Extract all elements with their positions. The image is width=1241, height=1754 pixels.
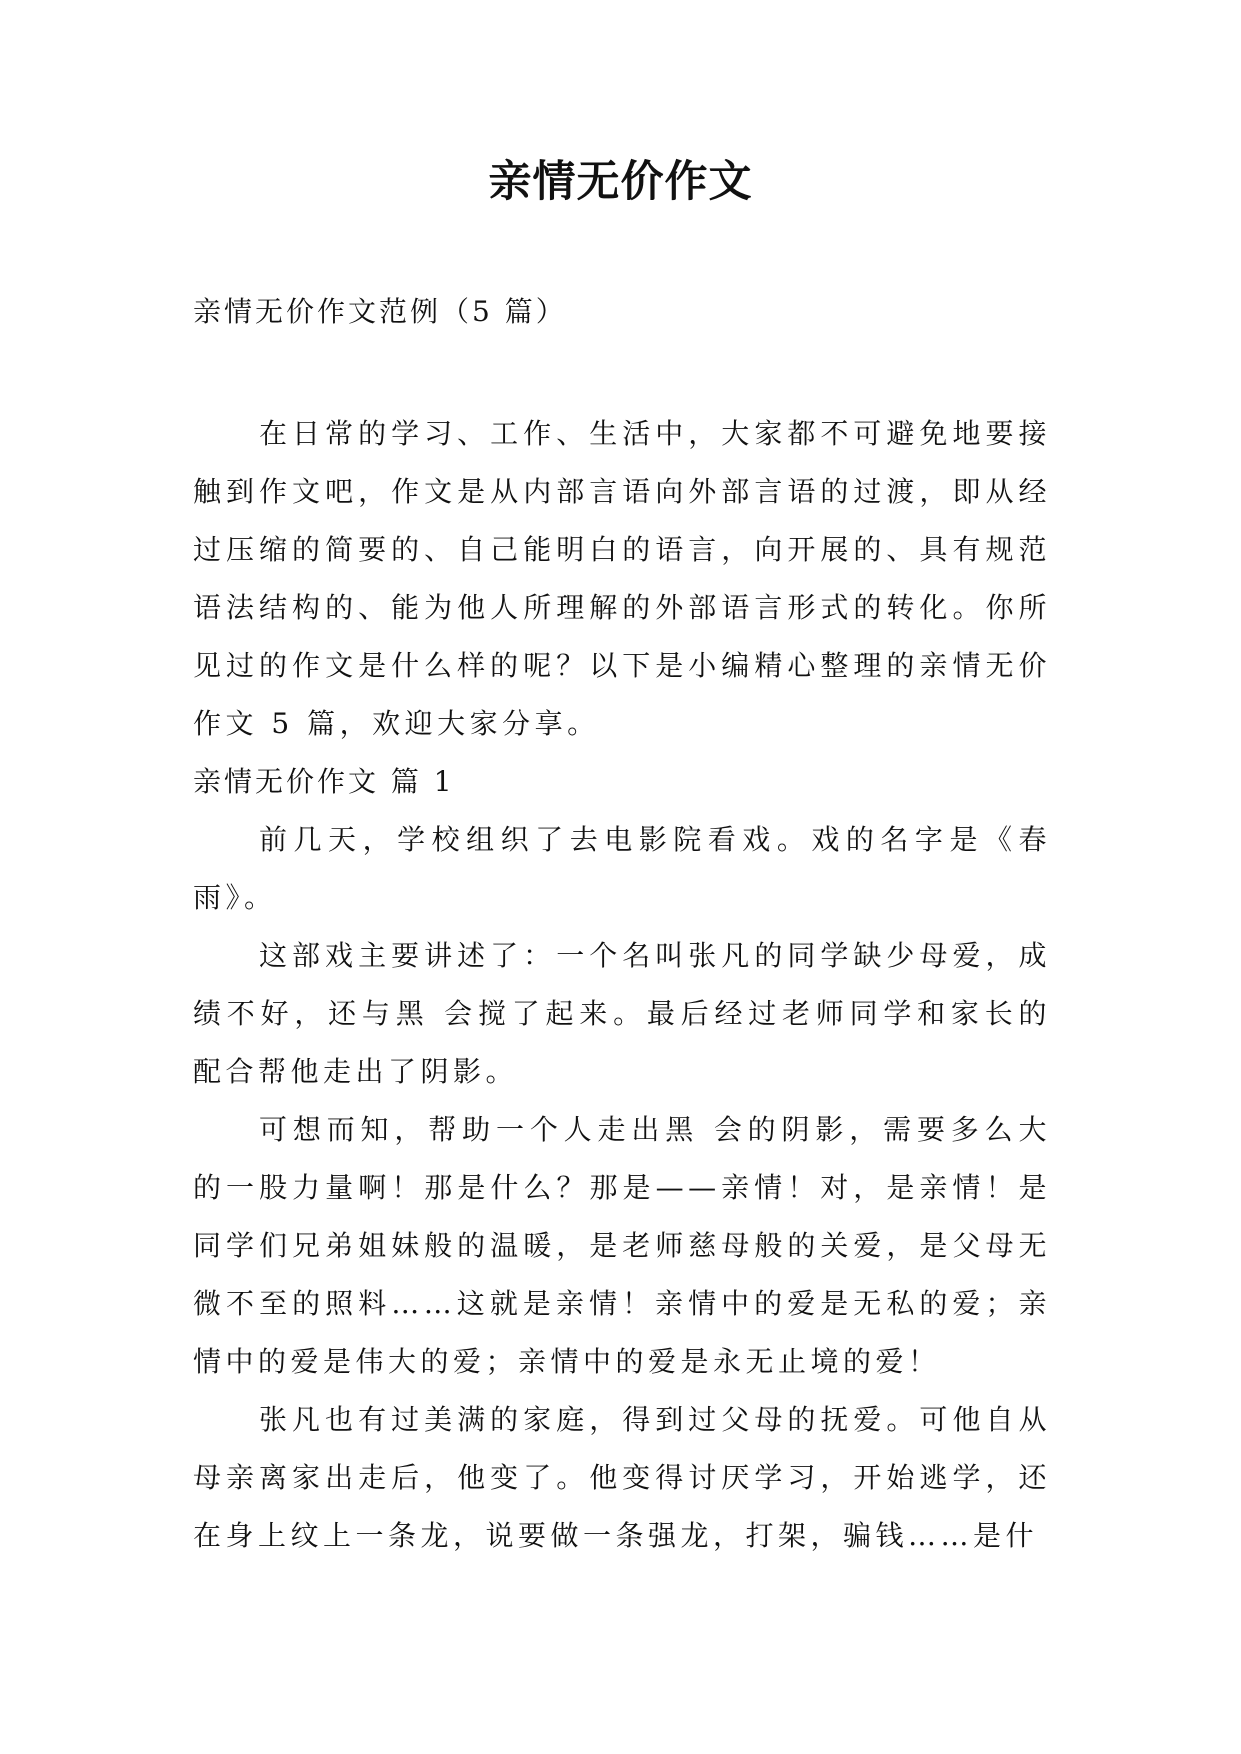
body-paragraph: 前几天，学校组织了去电影院看戏。戏的名字是《春雨》。 — [193, 823, 1051, 914]
document-subtitle: 亲情无价作文范例（5 篇） — [193, 295, 567, 328]
document-body — [193, 405, 1051, 1565]
intro-paragraph: 在日常的学习、工作、生活中，大家都不可避免地要接触到作文吧，作文是从内部言语向外部言语的过渡，即从经过压缩的简要的、自己能明白的语言，向开展的、具有规范语法结构的、能为他人所理解的外部语言形式的转化。你所见过的作文是什么样的呢？以下是小编精心整理的亲情无价作文 5 篇，欢迎大家分享。 — [193, 417, 1051, 740]
document-title: 亲情无价作文 — [488, 157, 753, 207]
body-paragraph: 张凡也有过美满的家庭，得到过父母的抚爱。可他自从母亲离家出走后，他变了。他变得讨厌学习，开始逃学，还在身上纹上一条龙，说要做一条强龙，打架，骗钱……是什 — [193, 1403, 1051, 1552]
body-paragraph: 这部戏主要讲述了：一个名叫张凡的同学缺少母爱，成绩不好，还与黑 会搅了起来。最后经过老师同学和家长的配合帮他走出了阴影。 — [193, 939, 1051, 1088]
body-paragraph: 可想而知，帮助一个人走出黑 会的阴影，需要多么大的一股力量啊！那是什么？那是——亲情！对，是亲情！是同学们兄弟姐妹般的温暖，是老师慈母般的关爱，是父母无微不至的照料……这就是亲情！亲情中的爱是无私的爱；亲情中的爱是伟大的爱；亲情中的爱是永无止境的爱！ — [193, 1113, 1051, 1378]
section-heading: 亲情无价作文 篇 1 — [193, 765, 455, 798]
